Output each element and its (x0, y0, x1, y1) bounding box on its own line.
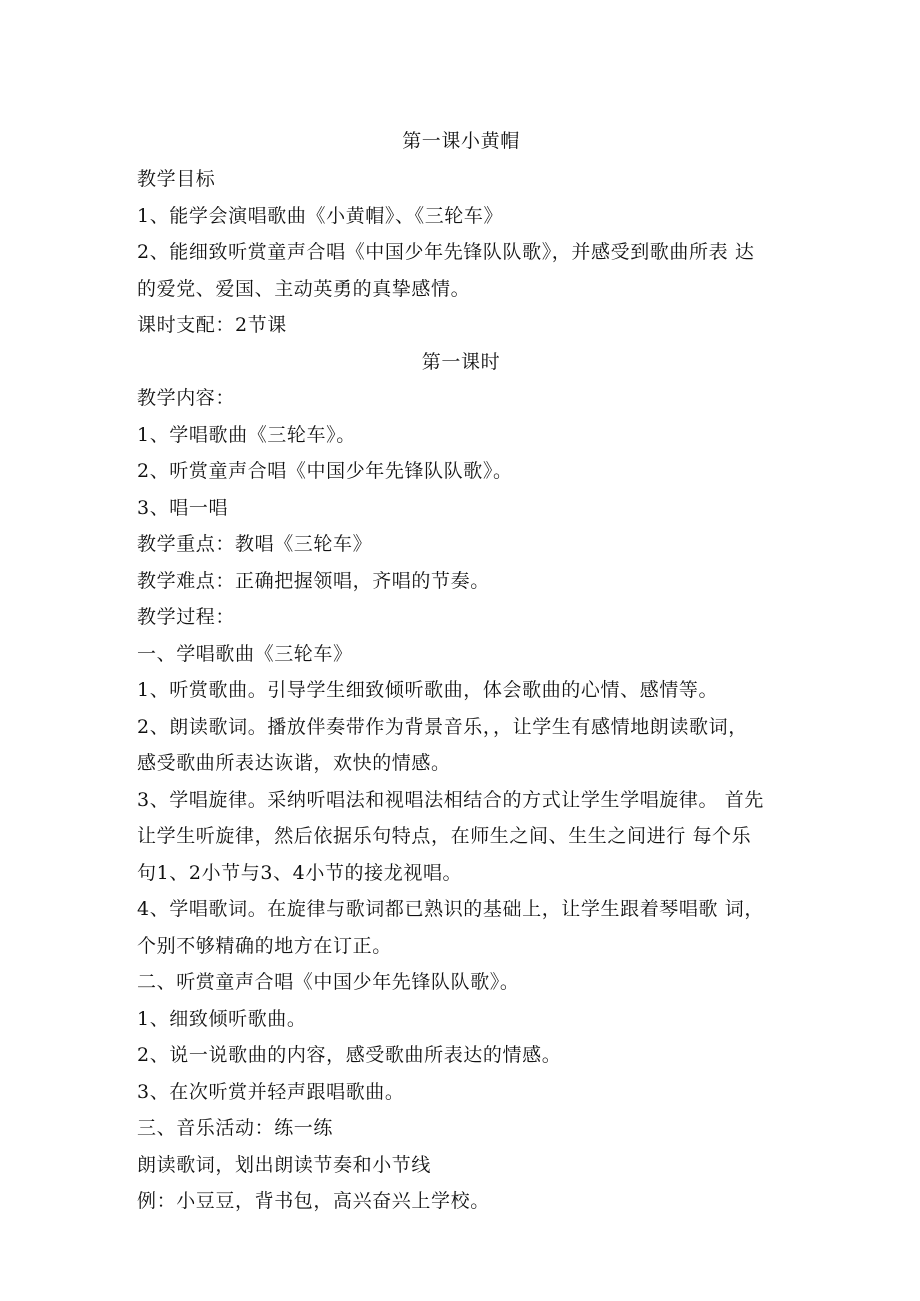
listening-step-2: 2、说一说歌曲的内容，感受歌曲所表达的情感。 (137, 1044, 562, 1066)
activity-example: 例：小豆豆，背书包，高兴奋兴上学校。 (137, 1190, 490, 1212)
goal-item-1: 1、能学会演唱歌曲《小黄帽》、《三轮车》 (137, 204, 504, 227)
goal-item-2: 2、能细致听赏童声合唱《中国少年先锋队队歌》，并感受到歌曲所表 达 (137, 241, 755, 263)
first-lesson-heading: 第一课时 (421, 350, 501, 373)
section-heading-teaching-goals: 教学目标 (137, 168, 216, 190)
lesson-title: 第一课小黄帽 (402, 130, 520, 152)
process-step-2: 2、朗读歌词。播放伴奏带作为背景音乐，，让学生有感情地朗读歌词， (137, 715, 748, 738)
process-part-3-heading: 三、音乐活动：练一练 (137, 1117, 334, 1139)
process-step-4-continuation: 个别不够精确的地方在订正。 (137, 934, 392, 957)
section-heading-teaching-content: 教学内容： (137, 387, 236, 409)
class-hours-arrangement: 课时支配：2节课 (137, 314, 287, 336)
process-part-2-heading: 二、听赏童声合唱《中国少年先锋队队歌》。 (137, 971, 520, 993)
section-heading-teaching-process: 教学过程： (137, 606, 236, 628)
process-step-1: 1、听赏歌曲。引导学生细致倾听歌曲，体会歌曲的心情、感情等。 (137, 679, 719, 701)
process-step-2-continuation: 感受歌曲所表达诙谐，欢快的情感。 (137, 752, 451, 774)
process-part-1-heading: 一、学唱歌曲《三轮车》 (137, 642, 353, 665)
process-step-3-continuation-1: 让学生听旋律，然后依据乐句特点，在师生之间、生生之间进行 每个乐 (137, 825, 752, 847)
content-item-3: 3、唱一唱 (137, 496, 229, 519)
content-item-1: 1、学唱歌曲《三轮车》。 (137, 423, 356, 446)
listening-step-1: 1、细致倾听歌曲。 (137, 1007, 307, 1030)
process-step-4: 4、学唱歌词。在旋律与歌词都已熟识的基础上，让学生跟着琴唱歌 词， (137, 898, 764, 920)
process-step-3: 3、学唱旋律。采纳听唱法和视唱法相结合的方式让学生学唱旋律。 首先 (137, 788, 764, 811)
content-item-2: 2、听赏童声合唱《中国少年先锋队队歌》。 (137, 460, 513, 482)
document-body (137, 122, 785, 1220)
listening-step-3: 3、在次听赏并轻声跟唱歌曲。 (137, 1080, 405, 1103)
teaching-key-point: 教学重点：教唱《三轮车》 (137, 533, 373, 555)
goal-item-2-continuation: 的爱党、爱国、主动英勇的真挚感情。 (137, 277, 471, 300)
teaching-difficulty: 教学难点：正确把握领唱，齐唱的节奏。 (137, 569, 490, 592)
activity-instruction: 朗读歌词，划出朗读节奏和小节线 (137, 1153, 432, 1176)
process-step-3-continuation-2: 句1、2小节与3、4小节的接龙视唱。 (137, 861, 463, 884)
